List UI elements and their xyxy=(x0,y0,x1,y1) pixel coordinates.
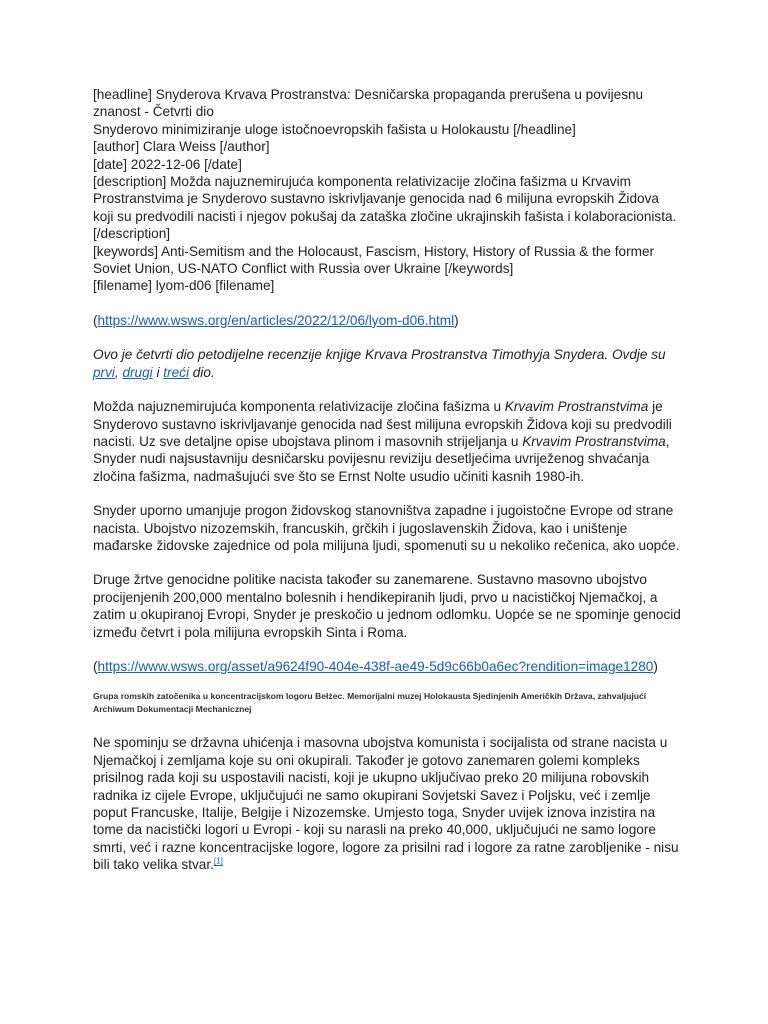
part-three-link[interactable]: treći xyxy=(163,364,189,380)
document-page xyxy=(93,86,683,891)
headline-line-1: [headline] Snyderova Krvava Prostranstva: Desničarska propaganda prerušena u povijesnu znanost - Četvrti dio xyxy=(93,87,644,120)
paragraph-1 xyxy=(93,398,683,485)
paren-open: ( xyxy=(93,312,98,328)
filename-line: [filename] lyom-d06 [filename] xyxy=(93,278,275,294)
image-url-paragraph xyxy=(93,658,683,675)
keywords-line: [keywords] Anti-Semitism and the Holocaust, Fascism, History, History of Russia & the former Soviet Union, US-NATO Conflict with Russia over Ukraine [/keywords] xyxy=(93,243,655,277)
book-title-italic: Krvavim Prostranstvima xyxy=(504,399,649,415)
description-line: [description] Možda najuznemirujuća komponenta relativizacije zločina fašizma u Krvavim Prostranstvima je Snyderovo sustavno iskrivljavanje genocida nad 6 milijuna evropskih Židova koji su predvodili nacisti i njegov pokušaj da zataška zločine ukrajinskih fašista i kolaboracionista. [/description] xyxy=(93,174,677,242)
author-line: [author] Clara Weiss [/author] xyxy=(93,139,270,155)
source-url-paragraph xyxy=(93,312,683,329)
paragraph-text: Možda najuznemirujuća komponenta relativizacije zločina fašizma u xyxy=(93,399,505,415)
intro-text: Ovo je četvrti dio petodijelne recenzije knjige Krvava Prostranstva Timothyja Snydera. Ovdje su xyxy=(93,347,666,363)
paragraph-text: Ne spominju se državna uhićenja i masovna ubojstva komunista i socijalista od strane nacista u Njemačkoj i zemljama koje su oni okupirali. Također je gotovo zanemaren golemi kompleks prisilnog rada koji su uspostavili nacisti, koji je ukupno uključivao preko 20 milijuna robovskih radnika iz cijele Evrope, uključujući ne samo okupirani Sovjetski Savez i Poljsku, već i zemlje poput Francuske, Italije, Belgije i Nizozemske. Umjesto toga, Snyder uvijek iznova inzistira na tome da nacistički logori u Evropi - koji su narasli na preko 40,000, uključujući ne samo logore smrti, već i razne koncentracijske logore, logore za prisilni rad i logore za ratne zarobljenike - nisu bili tako velika stvar. xyxy=(93,735,679,873)
headline-line-2: Snyderovo minimiziranje uloge istočnoevropskih fašista u Holokaustu [/headline] xyxy=(93,121,576,137)
image-caption: Grupa romskih zatočenika u koncentracijskom logoru Bełżec. Memorijalni muzej Holokausta Sjedinjenih Američkih Država, zahvaljujući Archiwum Dokumentacji Mechanicznej xyxy=(93,691,647,715)
paren-close: ) xyxy=(454,312,459,328)
part-two-link[interactable]: drugi xyxy=(122,364,153,380)
series-intro xyxy=(93,346,683,381)
date-line: [date] 2022-12-06 [/date] xyxy=(93,156,242,172)
paragraph-text: je Snyderovo sustavno iskrivljavanje genocida nad šest milijuna evropskih Židova koji su predvodili nacisti. Uz sve detaljne opise ubojstava plinom i masovnih strijeljanja u xyxy=(93,399,672,449)
book-title-italic: Krvavim Prostranstvima xyxy=(522,433,666,449)
paragraph-4 xyxy=(93,734,683,873)
source-article-link[interactable]: https://www.wsws.org/en/articles/2022/12/06/lyom-d06.html xyxy=(97,312,455,328)
intro-separator: , xyxy=(114,364,123,380)
paragraph-3: Druge žrtve genocidne politike nacista također su zanemarene. Sustavno masovno ubojstvo procijenjenih 200,000 mentalno bolesnih i hendikepiranih ljudi, prvo u nacističkoj Njemačkoj, a zatim u okupiranoj Evropi, Snyder je preskočio u jednom odlomku. Uopće se ne spominje genocid između četvrt i pola milijuna evropskih Sinta i Roma. xyxy=(93,572,681,640)
paragraph-text: , Snyder nudi najsustavniju desničarsku povijesnu reviziju desetljećima uvriježenog shvaćanja zločina fašizma, nadmašujući sve što se Ernst Nolte usudio učiniti kasnih 1980-ih. xyxy=(93,433,670,484)
intro-separator: i xyxy=(152,364,164,380)
paragraph-2: Snyder uporno umanjuje progon židovskog stanovništva zapadne i jugoistočne Evrope od strane nacista. Ubojstvo nizozemskih, francuskih, grčkih i jugoslavenskih Židova, kao i uništenje mađarske židovske zajednice od pola milijuna ljudi, spomenuti su u nekoliko rečenica, ako uopće. xyxy=(93,503,680,553)
intro-text-end: dio. xyxy=(188,364,215,380)
paren-close: ) xyxy=(653,658,658,674)
metadata-block xyxy=(93,86,683,295)
paren-open: ( xyxy=(93,658,98,674)
image-asset-link[interactable]: https://www.wsws.org/asset/a9624f90-404e-438f-ae49-5d9c66b0a6ec?rendition=image1280 xyxy=(97,658,654,674)
footnote-link[interactable]: [1] xyxy=(213,856,223,866)
part-one-link[interactable]: prvi xyxy=(93,364,115,380)
